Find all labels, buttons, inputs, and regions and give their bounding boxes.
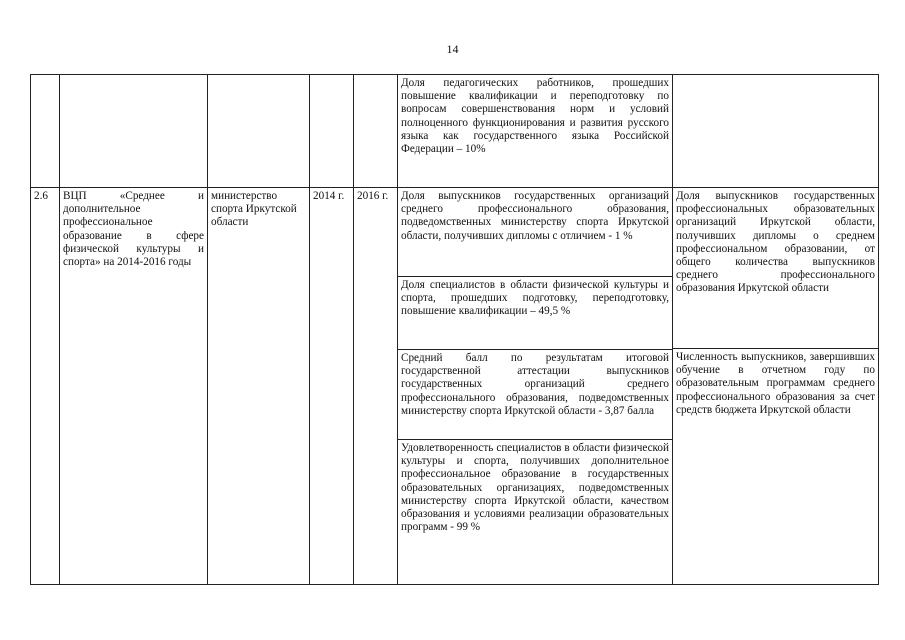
cell-end: 2016 г.: [354, 188, 398, 585]
cell-notes: [673, 188, 879, 585]
program-table: [30, 74, 879, 585]
cell-executor: [208, 75, 310, 188]
indicator-2: Доля специалистов в области физической культуры и спорта, прошедших подготовку, переподготовку, повышение квалификации – 49,5 %: [398, 277, 672, 350]
page-number: 14: [446, 42, 459, 56]
cell-program: [60, 75, 208, 188]
cell-program: ВЦП «Среднее и дополнительное профессиональное образование в сфере физической культуры и спорта» на 2014-2016 годы: [60, 188, 208, 585]
cell-indicator: Доля педагогических работников, прошедших повышение квалификации и переподготовку по вопросам совершенствования норм и условий полноценного функционирования и развития русского языка как государственного языка Российской Федерации – 10%: [398, 75, 673, 188]
cell-note: [673, 75, 879, 188]
note-2: Численность выпускников, завершивших обучение в отчетном году по образовательным программам среднего профессионального образования за счет средств бюджета Иркутской области: [676, 351, 875, 416]
cell-end: [354, 75, 398, 188]
cell-start: 2014 г.: [310, 188, 354, 585]
indicator-1: Доля выпускников государственных организаций среднего профессионального образования, подведомственных министерству спорта Иркутской области, получивших дипломы с отличием - 1 %: [398, 188, 672, 277]
cell-num: [31, 75, 60, 188]
cell-indicators: [398, 188, 673, 585]
indicator-4: Удовлетворенность специалистов в области физической культуры и спорта, получивших дополнительное профессиональное образование в государственных образовательных организациях, подведомственных министерству спорта Иркутской области, качеством образования и условиями реализации образовательных программ - 99 %: [398, 440, 672, 577]
cell-executor: министерство спорта Иркутской области: [208, 188, 310, 585]
cell-start: [310, 75, 354, 188]
note-1: Доля выпускников государственных профессиональных образовательных организаций Иркутской области, получивших дипломы о среднем профессиональном образовании, от общего количества выпускников среднего профессионального образования Иркутской области: [673, 188, 878, 349]
indicator-3: Средний балл по результатам итоговой государственной аттестации выпускников государственных организаций среднего профессионального образования, подведомственных министерству спорта Иркутской области - 3,87 балла: [398, 350, 672, 440]
table-row: [31, 75, 879, 188]
cell-num: 2.6: [31, 188, 60, 585]
table-row: [31, 188, 879, 585]
